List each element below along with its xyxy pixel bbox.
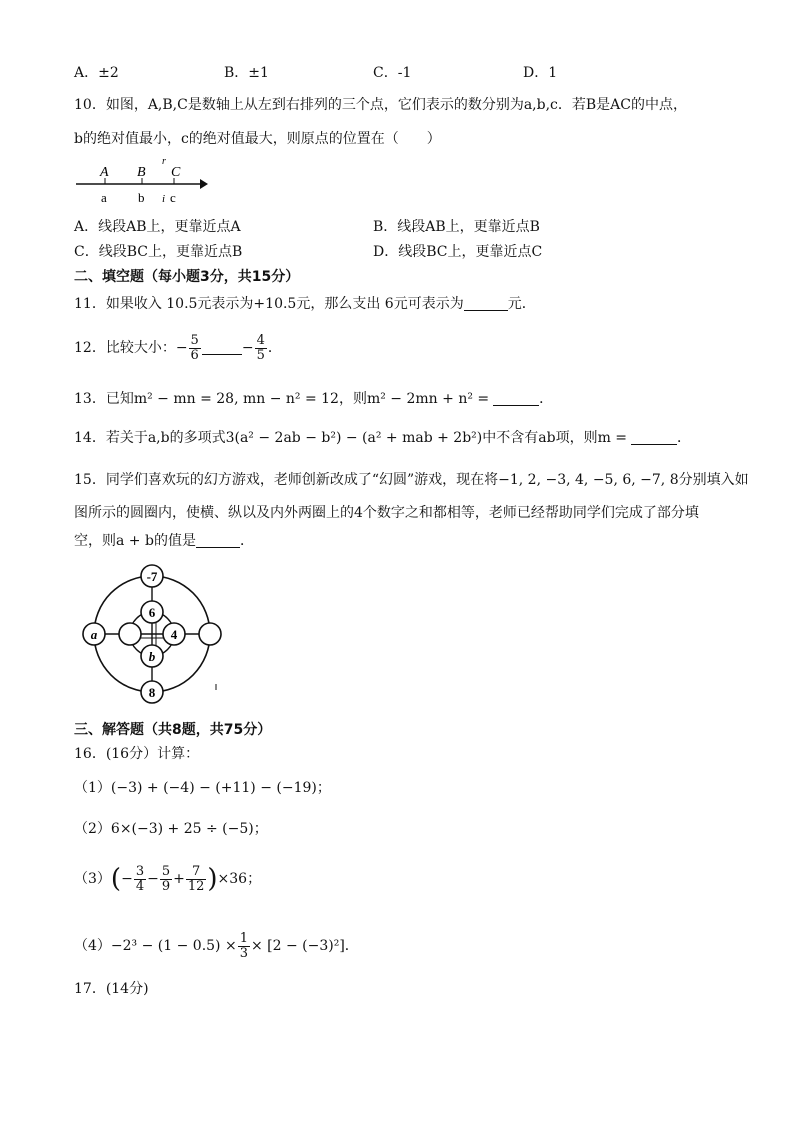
label-point-c: C [171,165,181,180]
q16-p3-a-den: 4 [135,878,145,894]
q15-line3-text: 空，则a + b的值是 [74,533,196,549]
value-inner-top: 6 [148,605,156,620]
label-value-c: c [170,190,176,205]
q17-heading: 17．(14分) [74,981,149,997]
q16-part-1: （1）(−3) + (−4) − (+11) − (−19)； [74,780,331,796]
q10-option-c: C．线段BC上，更靠近点B [74,244,243,260]
q12-label: 12．比较大小：− [74,340,188,356]
q9-option-d: D．1 [523,65,558,81]
q14-text: 14．若关于a,b的多项式3(a² − 2ab − b²) − (a² + mab + 2b²)中不含有ab项，则m = [74,430,628,446]
q16-p3-label: （3） [74,871,111,887]
value-bottom: 8 [148,685,156,700]
q12-f1-denominator: 6 [190,347,199,363]
q16-p4-den: 3 [239,945,248,961]
section-3-heading: 三、解答题（共8题，共75分） [74,722,272,738]
q15-line3 [74,532,254,550]
q13-answer-blank[interactable] [493,391,539,406]
q12-period: ． [267,340,282,356]
label-point-b: B [137,165,146,180]
q16-p4-tail: × [2 − (−3)²]． [250,938,359,954]
tick-mark-r: r [162,157,166,167]
q12-fraction-1 [189,334,201,363]
q16-p3-c-num: 7 [186,865,207,880]
q11-unit: 元． [507,296,536,312]
q16-p3-a-num: 3 [135,863,145,879]
value-inner-right: 4 [170,627,178,642]
label-value-b: b [138,190,145,205]
q16-p3-frac-b [160,865,172,894]
q13 [74,390,553,408]
q10-option-a: A．线段AB上，更靠近点A [74,219,241,235]
section-2-heading: 二、填空题（每小题3分，共15分） [74,269,300,285]
q13-text: 13．已知m² − mn = 28, mn − n² = 12，则m² − 2mn + n² = [74,391,490,407]
number-line-figure [74,157,214,207]
q12-fraction-2 [255,334,267,363]
q10-option-b: B．线段AB上，更靠近点B [373,219,540,235]
q16-p3-frac-a [134,865,146,894]
label-point-a: A [100,165,109,180]
number-line-arrow-icon [200,179,208,189]
magic-circle-figure [74,558,234,708]
q12-f1-numerator: 5 [190,332,199,348]
q14-period: ． [677,430,692,446]
q16-p4-num: 1 [239,930,248,946]
q14-answer-blank[interactable] [631,430,677,445]
q16-p4-fraction [238,932,250,961]
q16-p3-b-num: 5 [161,863,171,879]
q16-heading: 16．(16分）计算： [74,746,200,762]
q13-period: ． [539,391,554,407]
q15-period: ． [239,533,254,549]
q16-part-4 [74,924,359,968]
value-inner-bottom: b [148,649,156,664]
q16-part-2: （2）6×(−3) + 25 ÷ (−5)； [74,821,268,837]
q9-option-b: B．±1 [224,65,269,81]
q11 [74,295,536,313]
q16-p3-frac-c [186,865,207,894]
q15-answer-blank[interactable] [196,533,240,548]
q16-p3-close-paren: ) [207,864,218,894]
q10-option-d: D．线段BC上，更靠近点C [373,244,543,260]
value-top: -7 [146,569,158,584]
q16-p3-open-paren: ( [110,864,122,894]
q12-minus: − [241,340,254,356]
q12-f2-numerator: 4 [256,332,265,348]
circle-inner-left [119,623,141,645]
q12-answer-blank[interactable] [202,340,242,355]
q16-p3-tail: ×36； [217,871,262,887]
q15-line2: 图所示的圆圈内，使横、纵以及内外两圈上的4个数字之和都相等，老师已经帮助同学们完成了部分填 [74,505,699,521]
q10-stem-line1: 10．如图，A,B,C是数轴上从左到右排列的三个点，它们表示的数分别为a,b,c．若B是AC的中点， [74,97,687,113]
tick-mark-i: i [162,193,166,205]
q12-f2-denominator: 5 [256,347,265,363]
q14 [74,429,691,447]
q16-part-3: （3）(− $\frac{3}{4}$ − $\frac{5}{9}$ + $\frac{7}{12}$ )×36； [74,863,262,894]
q12 [74,328,282,368]
q9-option-c: C．-1 [373,65,412,81]
q15-line1: 15．同学们喜欢玩的幻方游戏，老师创新改成了“幻圆”游戏，现在将−1, 2, −3, 4, −5, 6, −7, 8分别填入如 [74,472,749,488]
q11-text: 11．如果收入 10.5元表示为+10.5元，那么支出 6元可表示为 [74,296,464,312]
q16-p4-text: （4）−2³ − (1 − 0.5) × [74,938,237,954]
label-value-a: a [101,190,107,205]
q10-stem-line2: b的绝对值最小，c的绝对值最大，则原点的位置在（ ） [74,131,441,147]
circle-right [199,623,221,645]
q11-answer-blank[interactable] [464,296,508,311]
q16-p3-b-den: 9 [161,878,171,894]
q9-option-a: A．±2 [74,65,119,81]
q16-p3-c-den: 12 [187,878,205,894]
value-left: a [90,627,98,642]
